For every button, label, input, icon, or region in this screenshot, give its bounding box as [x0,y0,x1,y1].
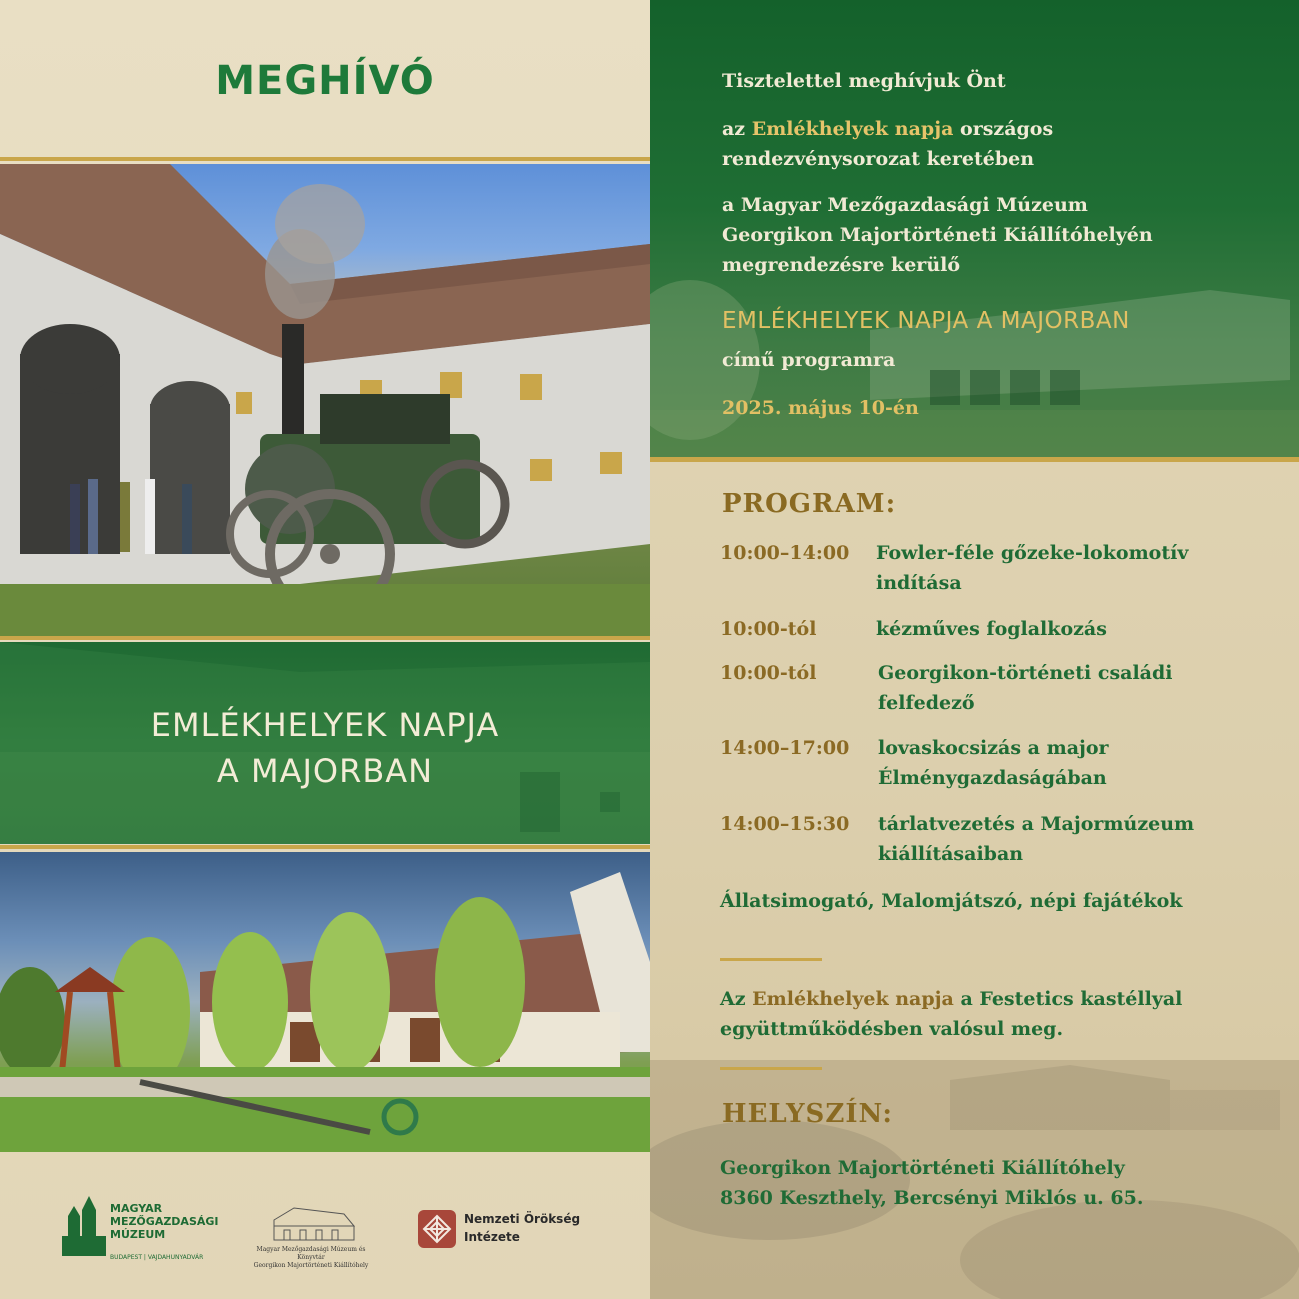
program-heading: PROGRAM: [722,489,897,519]
georgikon-caption-line1: Magyar Mezőgazdasági Múzeum és Könyvtár [256,1246,366,1261]
georgikon-caption [244,1246,378,1270]
farmhouse-icon [244,1206,378,1242]
museum-logo [62,1196,232,1266]
program-desc [876,614,1107,644]
invitation-line6: megrendezésre kerülő [722,254,961,276]
program-desc-line2: felfedező [878,692,975,714]
program-time: 10:00–14:00 [720,542,850,564]
program-desc-line1: tárlatvezetés a Majormúzeum [878,813,1195,835]
program-item [720,538,1280,598]
event-suffix: című programra [722,349,896,371]
program-time: 10:00-tól [720,618,817,640]
invitation-line1: Tisztelettel meghívjuk Önt [722,70,1006,92]
program-time: 14:00–15:30 [720,813,850,835]
event-title: EMLÉKHELYEK NAPJA A MAJORBAN [722,308,1130,334]
invitation-highlight: Emlékhelyek napja [751,118,954,140]
program-time: 14:00–17:00 [720,737,850,759]
museum-name [110,1202,219,1241]
cooperation-highlight: Emlékhelyek napja [752,988,954,1010]
invitation-line3: rendezvénysorozat keretében [722,148,1035,170]
cooperation-line2: együttműködésben valósul meg. [720,1018,1064,1040]
georgikon-caption-line2: Georgikon Majortörténeti Kiállítóhely [253,1262,369,1269]
program-desc [878,809,1194,869]
band-title-line2: A MAJORBAN [216,752,434,790]
program-desc-line1: lovaskocsizás a major [878,737,1109,759]
gold-divider [650,457,1299,462]
program-item [720,614,1280,644]
neo-name-line1: Nemzeti Örökség [464,1212,581,1226]
event-date: 2025. május 10-én [722,397,919,419]
program-desc-line1: Fowler-féle gőzeke-lokomotív [876,542,1189,564]
invitation-line2 [722,114,1053,144]
invitation-line4: a Magyar Mezőgazdasági Múzeum [722,194,1088,216]
farmyard-photo [0,852,650,1152]
gold-divider [0,636,650,640]
invitation-line2-pre: az [722,118,752,140]
neo-logo [418,1210,608,1250]
program-item [720,658,1280,718]
program-desc-line1: Georgikon-történeti családi [878,662,1173,684]
program-desc-line2: Élménygazdaságában [878,767,1107,789]
invitation-line2-post: országos [953,118,1054,140]
program-item [720,809,1280,869]
gold-divider [0,845,650,849]
page-title: MEGHÍVÓ [215,58,435,104]
band-title [0,702,650,794]
band-title-line1: EMLÉKHELYEK NAPJA [150,706,500,744]
program-desc-line2: kiállításaiban [878,843,1024,865]
invitation-line5: Georgikon Majortörténeti Kiállítóhelyén [722,224,1153,246]
museum-name-line2: MEZŐGAZDASÁGI [110,1215,219,1228]
museum-name-line1: MAGYAR [110,1202,163,1215]
cooperation-post: a Festetics kastéllyal [953,988,1183,1010]
lattice-icon [418,1210,456,1248]
gold-divider [0,157,650,161]
neo-name-line2: Intézete [464,1230,520,1244]
steam-locomotive-photo [0,164,650,636]
location-line1: Georgikon Majortörténeti Kiállítóhely [720,1157,1125,1179]
program-desc [878,733,1109,793]
program-desc [876,538,1188,598]
georgikon-logo [244,1206,378,1269]
neo-name [464,1210,580,1246]
short-gold-divider [720,1067,822,1070]
program-time: 10:00-tól [720,662,817,684]
location-address [720,1153,1143,1213]
program-extra: Állatsimogató, Malomjátszó, népi fajátékok [720,890,1183,912]
location-heading: HELYSZÍN: [722,1099,893,1129]
program-desc [878,658,1172,718]
program-desc-line2: indítása [876,572,962,594]
castle-icon [62,1196,106,1256]
museum-name-line3: MÚZEUM [110,1228,166,1241]
location-line2: 8360 Keszthely, Bercsényi Miklós u. 65. [720,1187,1144,1209]
cooperation-pre: Az [720,988,753,1010]
program-desc-line1: kézműves foglalkozás [876,618,1107,640]
program-item [720,733,1280,793]
logo-strip [0,1180,650,1270]
cooperation-note [720,984,1260,1044]
short-gold-divider [720,958,822,961]
museum-subtitle: BUDAPEST | VAJDAHUNYADVÁR [110,1254,204,1261]
